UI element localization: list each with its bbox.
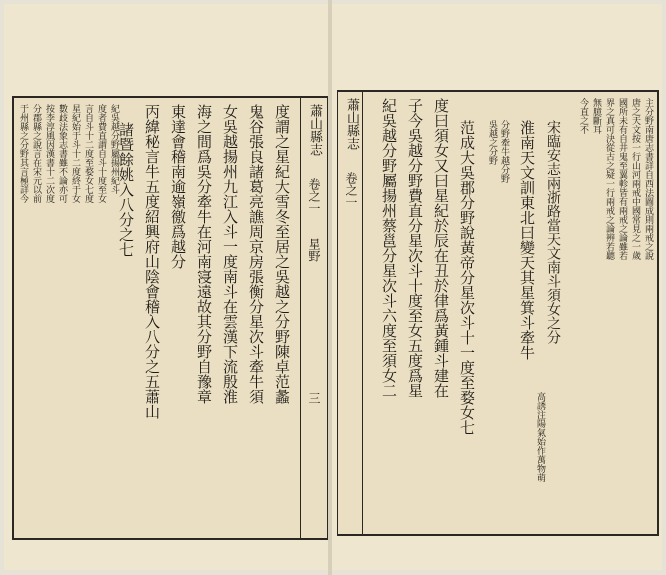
text-column: 紀吳越分野屬揚州蔡邕分星次斗六度至須女二 [380, 98, 398, 398]
note-column: 于州縣之分野其言極詳今 [18, 104, 28, 203]
note-column: 度者費直謂自斗十度至女 [96, 104, 106, 203]
banxin-folio: 三 [307, 392, 321, 404]
text-column: 丙緯秘言牛五度紹興府山陰會稽入八分之五蕭山 [143, 104, 161, 419]
book-gutter [328, 0, 332, 575]
text-column: 海之間爲吳分牽牛在河南寖遠故其分野自豫章 [195, 104, 213, 404]
left-text-frame [12, 96, 328, 540]
note-column: 分郡縣之說言在宋元以前 [31, 104, 41, 203]
text-column: 范成大吳郡分野說黃帝分星次斗十一度至婺女七 [458, 120, 476, 435]
headnote-column: 主分野南唐志書詳自西法圖成則兩戒之說 [643, 98, 653, 260]
note-column: 按李淳風因漢書十二次度 [44, 104, 54, 203]
right-text-frame [337, 90, 659, 536]
inline-note: 高誘注陽氣始作萬物萌 [535, 392, 545, 482]
note-column: 數歧法象志書雖不論亦可 [57, 104, 67, 203]
text-column: 度謂之星紀大雪冬至居之吳越之分野陳卓范蠡 [273, 104, 291, 404]
text-column: 宋臨安志兩浙路當天文南斗須女之分 [545, 120, 561, 344]
text-column: 度曰須女又曰星紀於辰在丑於律爲黃鍾斗建在 [432, 98, 450, 398]
left-banxin [300, 98, 328, 538]
banxin-juan: 卷之一 [344, 172, 358, 208]
banxin-juan: 卷之一 [307, 178, 321, 214]
headnote-column: 無臆斷耳 [591, 98, 601, 134]
note-column: 言自斗十二度至婺女七度 [83, 104, 93, 203]
text-column: 鬼谷張良諸葛亮譙周京房張衡分星次斗牽牛須 [247, 104, 265, 404]
text-column: 女吳越揚州九江入斗一度南斗在雲漢下流殷淮 [221, 104, 239, 404]
inline-note: 分野牽牛越分野 [499, 120, 509, 183]
text-column: 淮南天文訓東北曰變天其星箕斗牽牛 [518, 120, 536, 360]
note-column: 星紀始于斗十二度終于女 [70, 104, 80, 203]
headnote-column: 今直之不 [578, 98, 588, 134]
banxin-title: 蕭山縣志 [307, 104, 322, 156]
text-column: 諸暨餘姚入八分之七 [117, 122, 135, 257]
text-column: 子今吳越分野費直分星次斗十度至女五度爲星 [406, 98, 424, 398]
headnote-column: 界之真可決從古之疑一行兩戒之論辨若聽 [604, 98, 614, 260]
banxin-section: 星野 [307, 238, 321, 262]
note-column: 紀吳越分野屬揚州紀斗 [109, 104, 119, 194]
headnote-column: 國所未有自井鬼至翼軫皆有兩戒之論雖若 [617, 98, 627, 260]
text-column: 東達會稽南逾嶺徼爲越分 [169, 104, 187, 269]
banxin-title: 蕭山縣志 [344, 98, 359, 150]
right-banxin [337, 92, 363, 534]
headnote-column: 唐之天文按一行山河兩戒中國常見之一歲 [630, 98, 640, 260]
inline-note: 吳越之分野 [487, 120, 497, 165]
